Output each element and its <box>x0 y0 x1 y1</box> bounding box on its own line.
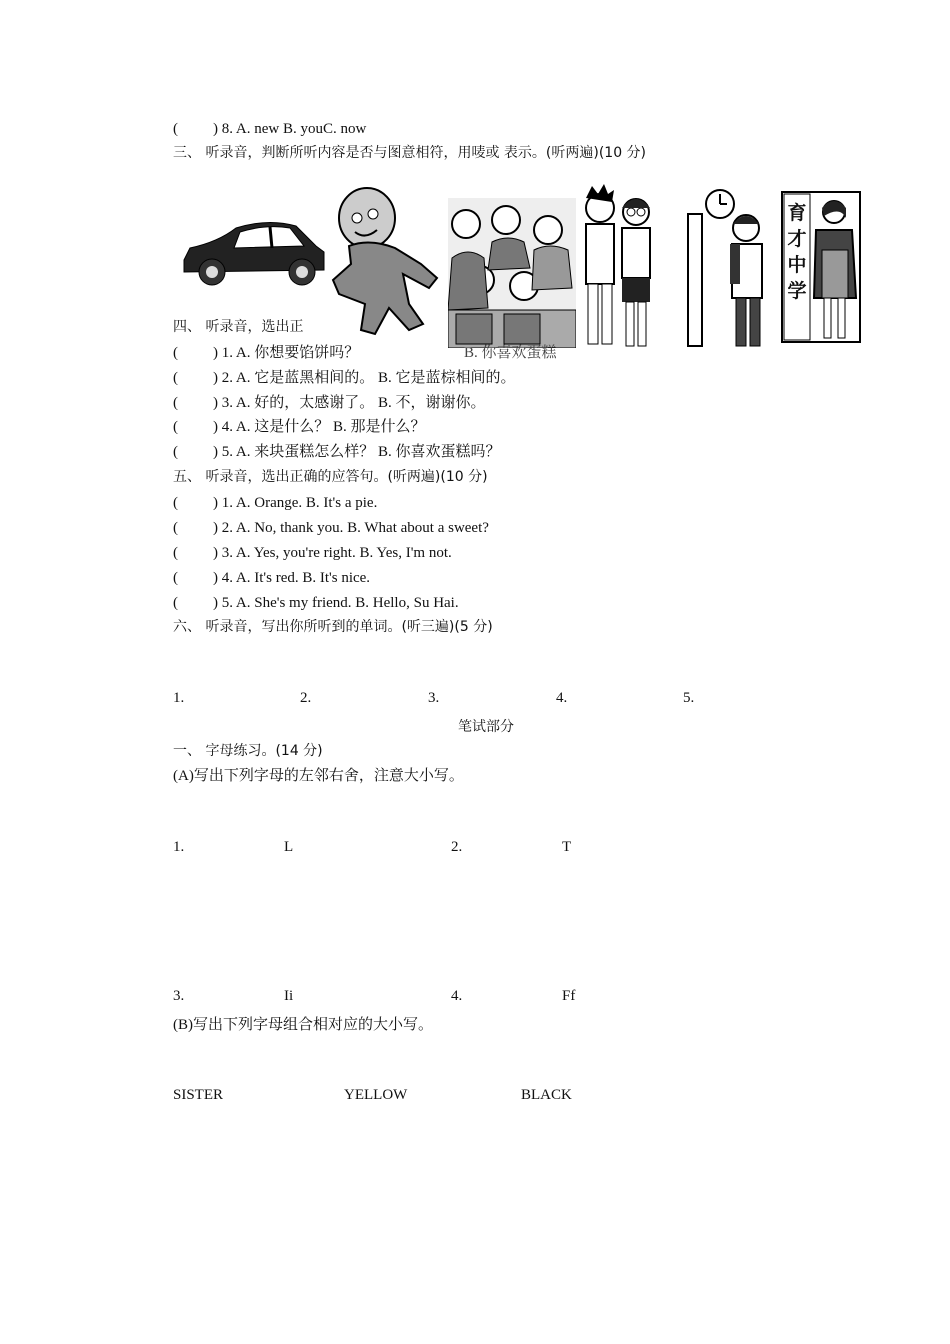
letter-prompt: L <box>284 839 294 855</box>
sign-char: 才 <box>787 228 807 250</box>
letter-item-number: 4. <box>451 988 463 1004</box>
blank-number: 2. <box>300 690 312 706</box>
answer-paren: ( <box>173 345 178 361</box>
item-text: ) 1. A. 你想要馅饼吗？ <box>213 345 360 361</box>
section-4-title: 四、 听录音，选出正 <box>173 319 304 335</box>
part-a-title: (A)写出下列字母的左邻右舍，注意大小写。 <box>173 768 464 784</box>
word-prompt: BLACK <box>521 1087 572 1103</box>
part-b-title: (B)写出下列字母组合相对应的大小写。 <box>173 1017 433 1033</box>
item-text: ) 5. A. 来块蛋糕怎么样？ B. 你喜欢蛋糕吗？ <box>213 444 501 460</box>
item-text: ) 5. A. She's my friend. B. Hello, Su Hai. <box>213 595 459 611</box>
item-text: ) 4. A. It's red. B. It's nice. <box>213 570 371 586</box>
crowd-picture <box>448 198 576 348</box>
school-sign-teacher-picture <box>780 190 862 344</box>
item-text: ) 2. A. 它是蓝黑相间的。 B. 它是蓝棕相间的。 <box>213 370 516 386</box>
letter-prompt: T <box>562 839 572 855</box>
blank-number: 4. <box>556 690 568 706</box>
school-sign-text <box>786 200 808 304</box>
doll-picture <box>325 184 445 344</box>
item-text: ) 3. A. 好的，太感谢了。 B. 不，谢谢你。 <box>213 395 486 411</box>
answer-paren: ( <box>173 444 178 460</box>
s5-item-5 <box>173 594 459 612</box>
part-1-title: 一、 字母练习。(14 分) <box>173 743 323 759</box>
letter-prompt: Ff <box>562 988 576 1004</box>
s5-item-4 <box>173 569 370 587</box>
item-text: ) 3. A. Yes, you're right. B. Yes, I'm not. <box>213 545 452 561</box>
answer-paren: ( <box>173 595 178 611</box>
s4-item-1 <box>173 344 359 362</box>
letter-prompt: Ii <box>284 988 294 1004</box>
letter-item-number: 1. <box>173 839 185 855</box>
section-6-title: 六、 听录音，写出你所听到的单词。(听三遍)(5 分) <box>173 619 493 635</box>
blank-number: 3. <box>428 690 440 706</box>
question-8 <box>173 120 366 138</box>
written-part-heading: 笔试部分 <box>458 719 514 735</box>
car-picture <box>178 212 328 292</box>
question-text: ) 8. A. new B. youC. now <box>213 121 367 137</box>
answer-paren: ( <box>173 520 178 536</box>
sign-char: 育 <box>787 202 807 224</box>
answer-paren: ( <box>173 395 178 411</box>
s4-item-2 <box>173 369 516 387</box>
s5-item-3 <box>173 544 452 562</box>
answer-paren: ( <box>173 121 178 137</box>
answer-paren: ( <box>173 495 178 511</box>
section-5-title: 五、 听录音，选出正确的应答句。(听两遍)(10 分) <box>173 469 488 485</box>
word-prompt: SISTER <box>173 1087 224 1103</box>
letter-item-number: 3. <box>173 988 185 1004</box>
answer-paren: ( <box>173 419 178 435</box>
sign-char: 学 <box>787 280 807 302</box>
answer-paren: ( <box>173 570 178 586</box>
s4-item-5 <box>173 443 501 461</box>
blank-number: 5. <box>683 690 695 706</box>
item-text: ) 2. A. No, thank you. B. What about a sweet? <box>213 520 489 536</box>
word-prompt: YELLOW <box>344 1087 408 1103</box>
answer-paren: ( <box>173 370 178 386</box>
s4-item-4 <box>173 418 426 436</box>
s4-item-3 <box>173 394 486 412</box>
blank-number: 1. <box>173 690 185 706</box>
sign-char: 中 <box>787 254 807 276</box>
clock-boy-picture <box>680 184 778 352</box>
letter-item-number: 2. <box>451 839 463 855</box>
s4-item-1-option-b: B. 你喜欢蛋糕 <box>464 345 557 361</box>
answer-paren: ( <box>173 545 178 561</box>
s5-item-1 <box>173 494 377 512</box>
two-children-picture <box>578 184 658 352</box>
s5-item-2 <box>173 519 489 537</box>
item-text: ) 4. A. 这是什么？ B. 那是什么？ <box>213 419 426 435</box>
section-3-title: 三、 听录音，判断所听内容是否与图意相符，用唛或 表示。(听两遍)(10 分) <box>173 145 647 161</box>
item-text: ) 1. A. Orange. B. It's a pie. <box>213 495 378 511</box>
